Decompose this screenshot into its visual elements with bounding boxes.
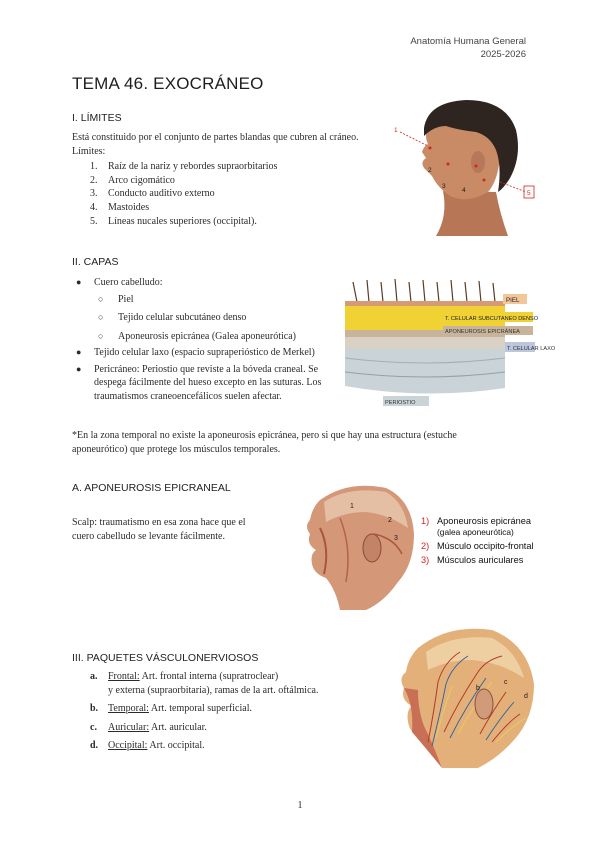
figure-label-2: 2 xyxy=(428,167,432,174)
muscles-legend xyxy=(421,516,534,566)
section-heading-capas: II. CAPAS xyxy=(72,256,119,268)
figure-label-5: 5 xyxy=(527,190,531,197)
circle-bullet-icon: ○ xyxy=(98,312,104,322)
layers-list xyxy=(72,276,340,403)
bullet-icon: ● xyxy=(76,277,82,287)
svg-text:b: b xyxy=(476,685,480,692)
legend-item: 2) Músculo occipito-frontal xyxy=(421,541,534,551)
svg-text:3: 3 xyxy=(394,535,398,542)
legend-item-sub: (galea aponeurótica) xyxy=(437,527,514,537)
legend-item: 1) Aponeurosis epicránea xyxy=(421,516,531,526)
page-number: 1 xyxy=(297,800,303,811)
page-title: TEMA 46. EXOCRÁNEO xyxy=(72,74,264,93)
vessels-list xyxy=(90,670,390,753)
svg-text:d: d xyxy=(524,693,528,700)
figure-label-4: 4 xyxy=(462,187,466,194)
document-header xyxy=(410,35,526,61)
bullet-icon: ● xyxy=(76,347,82,357)
head-profile-figure xyxy=(388,96,538,236)
circle-bullet-icon: ○ xyxy=(98,330,104,341)
legend-item: 3) Músculos auriculares xyxy=(421,555,524,565)
svg-text:c: c xyxy=(504,679,508,686)
header-course: Anatomía Humana General xyxy=(410,36,526,47)
list-item: a. Frontal: Art. frontal interna (supratroclear) y externa (supraorbitaria), ramas de la art. oftálmica. xyxy=(90,671,319,696)
list-item: 4. Mastoides xyxy=(90,202,150,214)
layer-label-aponeurosis: APONEUROSIS EPICRÁNEA xyxy=(445,329,520,335)
svg-text:2: 2 xyxy=(388,517,392,524)
header-year: 2025-2026 xyxy=(480,49,526,60)
section-heading-aponeurosis: A. APONEUROSIS EPICRANEAL xyxy=(72,482,231,494)
list-item: ○ Aponeurosis epicránea (Galea aponeurótica) xyxy=(98,330,296,342)
list-item: 5. Líneas nucales superiores (occipital). xyxy=(90,215,257,227)
list-item: ● Pericráneo: Periostio que reviste a la bóveda craneal. Se despega fácilmente del hueso excepto en las suturas. Los traumatismos craneoencefálicos suelen afectar. xyxy=(76,363,322,402)
layer-label-periostio: PERIOSTIO xyxy=(385,400,416,406)
limits-list xyxy=(90,160,390,229)
intro-text-2: Límites: xyxy=(72,145,106,157)
list-item: ○ Piel xyxy=(98,293,134,305)
temporal-note: *En la zona temporal no existe la aponeurosis epicránea, pero si que hay una estructura (estuche aponeurótico) que protege los músculos temporales. xyxy=(72,430,457,455)
list-item: ○ Tejido celular subcutáneo denso xyxy=(98,312,247,323)
section-heading-paquetes: III. PAQUETES VÁSCULONERVIOSOS xyxy=(72,652,259,664)
scalp-muscles-figure xyxy=(290,478,420,614)
section-limites-intro xyxy=(72,131,392,158)
figure-label-3: 3 xyxy=(442,183,446,190)
layer-label-subcutaneo: T. CELULAR SUBCUTANEO DENSO xyxy=(445,316,539,322)
scalp-text: Scalp: traumatismo en esa zona hace que el cuero cabelludo se levante fácilmente. xyxy=(72,517,246,542)
layer-label-laxo: T. CELULAR LAXO xyxy=(507,346,556,352)
list-item: b. Temporal: Art. temporal superficial. xyxy=(90,703,252,714)
list-item: ● Tejido celular laxo (espacio supraperióstico de Merkel) xyxy=(76,347,315,358)
intro-text: Está constituido por el conjunto de partes blandas que cubren al cráneo. xyxy=(72,132,359,143)
circle-bullet-icon: ○ xyxy=(98,293,104,304)
figure-label-1: 1 xyxy=(394,127,398,134)
list-item: 1. Raíz de la nariz y rebordes supraorbitarios xyxy=(90,161,278,172)
section-heading-limites: I. LÍMITES xyxy=(72,112,122,124)
list-item: 2. Arco cigomático xyxy=(90,174,175,186)
scalp-layers-figure xyxy=(345,276,556,408)
list-item: d. Occipital: Art. occipital. xyxy=(90,740,205,751)
list-item: 3. Conducto auditivo externo xyxy=(90,188,215,200)
list-item: c. Auricular: Art. auricular. xyxy=(90,721,207,733)
layer-label-piel: PIEL xyxy=(506,297,520,304)
bullet-icon: ● xyxy=(76,363,82,374)
svg-text:1: 1 xyxy=(350,503,354,510)
head-vessels-figure xyxy=(388,622,538,772)
list-item: ● Cuero cabelludo: xyxy=(76,277,163,288)
